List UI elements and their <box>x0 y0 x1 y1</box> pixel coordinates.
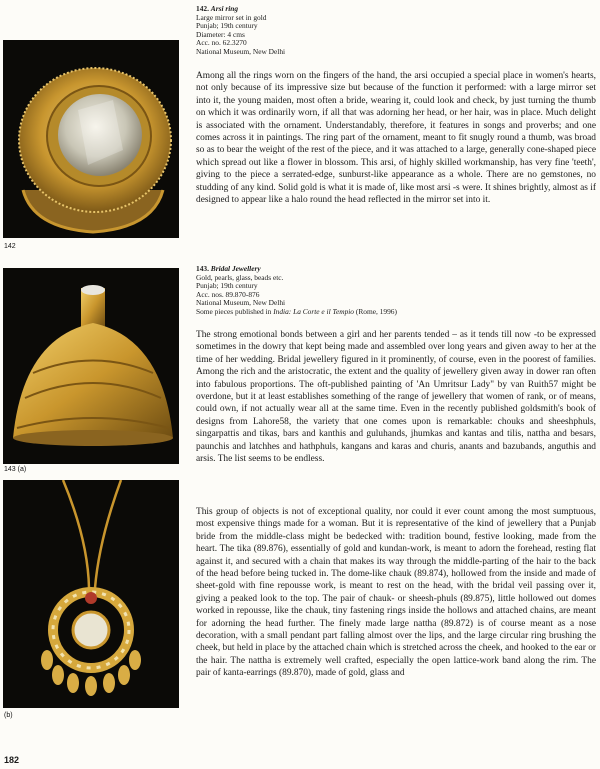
caption-142-title: Arsi ring <box>210 4 239 13</box>
caption-142-line: Punjab; 19th century <box>196 21 258 31</box>
caption-143-title: Bridal Jewellery <box>210 264 261 273</box>
caption-142-line: Large mirror set in gold <box>196 12 267 22</box>
body-text-142 <box>196 70 596 206</box>
photo-tika-pendant <box>3 480 179 708</box>
caption-142 <box>196 5 586 57</box>
plate-label-142: 142 <box>4 243 16 250</box>
caption-142-number: 142. <box>196 4 209 13</box>
caption-143-line: Acc. nos. 89.870-876 <box>196 289 260 299</box>
caption-143-line: Punjab; 19th century <box>196 281 258 291</box>
caption-142-line: National Museum, New Delhi <box>196 46 286 56</box>
photo-arsi-ring <box>3 40 179 238</box>
caption-143-line: Gold, pearls, glass, beads etc. <box>196 272 284 282</box>
paragraph-bridal-dowry: The strong emotional bonds between a girl and her parents tended – as it tends till now -to be expressed sometimes in the dowry that kept being made and assembled over long years and given away to her at the time of her wedding. Bridal jewellery figured in it prominently, of course, even in the poorest of families. Among the rich and the aristocratic, the extent and the quality of jewellery given away in dower ran often into fabulous proportions. The oft-published painting of 'An Umritsur Lady" by van Ruith57 might be overdone, but it at least establishes something of the range of jewellery that women of rank, or of means, could own, if not actually wear all at the same time. Even in the recently published goldsmith's book of designs from Lahore58, the variety that one comes upon is remarkable: chouks and sheeshphuls, singarpattis and tikas, bars and kanthis and guluhands, jhumkas and kantas and tilis, nattha and besars, paunchis and latchhes and hathphuls, kangans and karas and churis, anants and bazubands, anguthis and arsis. The list seems to be endless. <box>196 330 596 465</box>
caption-143-number: 143. <box>196 264 209 273</box>
photo-chauk-dome <box>3 268 179 464</box>
paragraph-bridal-objects: This group of objects is not of exceptional quality, nor could it ever count among the most sumptuous, most expensive things made for a woman. But it is representative of the kind of jewellery that a Punjab bride from the middle-class might be bedecked with: tradition bound, festive looking, made from the heart. The tika (89.876), essentially of gold and kundan-work, is meant to adorn the forehead, resting flat against it, and secured with a chain that makes its way through the middle-parting of the hair to the back of the head before being tucked in. The dome-like chauk (89.874), hollowed from the inside and made of sheet-gold with fine repousse work, is meant to rest on the head, with the bridal veil passing over it, giving a peaked look to the top. The pair of chauk- or sheesh-phuls (89.875), little hollowed out domes worked in repousse, like the chauk, tiny fastening rings inside the hollows and attached chains, are meant for adorning the head further. The finely made large nattha (89.872) is of course meant as a nose decoration, with a small pendant part falling almost over the lips, and the large circular ring brushing the cheek, but held in place by the attached chain which is stretched across the cheek, and hooked to the ear or the hair. The nattha is extremely well crafted, especially the open lattice-work band along the rim. The pair of kanta-earrings (89.870), made of gold, glass and <box>196 507 596 679</box>
caption-142-line: Diameter: 4 cms <box>196 29 245 39</box>
caption-143 <box>196 265 586 317</box>
plate-label-143b: (b) <box>4 712 13 719</box>
body-text-143-a <box>196 329 596 465</box>
caption-143-published: Some pieces published in India: La Corte e il Tempio (Rome, 1996) <box>196 306 397 316</box>
plate-label-143a: 143 (a) <box>4 466 27 473</box>
body-text-143-b <box>196 506 596 680</box>
page-number: 182 <box>4 755 20 765</box>
paragraph-arsi-ring: Among all the rings worn on the fingers of the hand, the arsi occupied a special place in women's hearts, not only because of its impressive size but because of the function it performed: with a large mirror set into it, the young maiden, most often a bride, wearing it, could look and check, by just turning the thumb on which it was ordinarily worn, if all that was adorning her head, or her hair, was in place. Much delight is associated with the ornament. Understandably, therefore, it features in songs and proverbs; and one comes across it in paintings. The ring part of the ornament, meant to fit snugly round a thumb, was broad so as to bear the weight of the rest of the piece, and it was attached to a large, generally cone-shaped piece which spread out like a flower in blossom. This arsi, of highly skilled workmanship, has very fine 'teeth', giving to the piece a serrated-edge, sunburst-like appearance as a whole. There are no gemstones, no studding of any kind. Solid gold is what it is made of, like most arsi -s were. It shines brightly, almost as if designed to appear like a halo round the head reflected in the mirror set into it. <box>196 71 596 206</box>
published-book-title: India: La Corte e il Tempio <box>273 306 355 316</box>
caption-143-line: National Museum, New Delhi <box>196 298 286 308</box>
caption-142-line: Acc. no. 62.3270 <box>196 38 247 48</box>
